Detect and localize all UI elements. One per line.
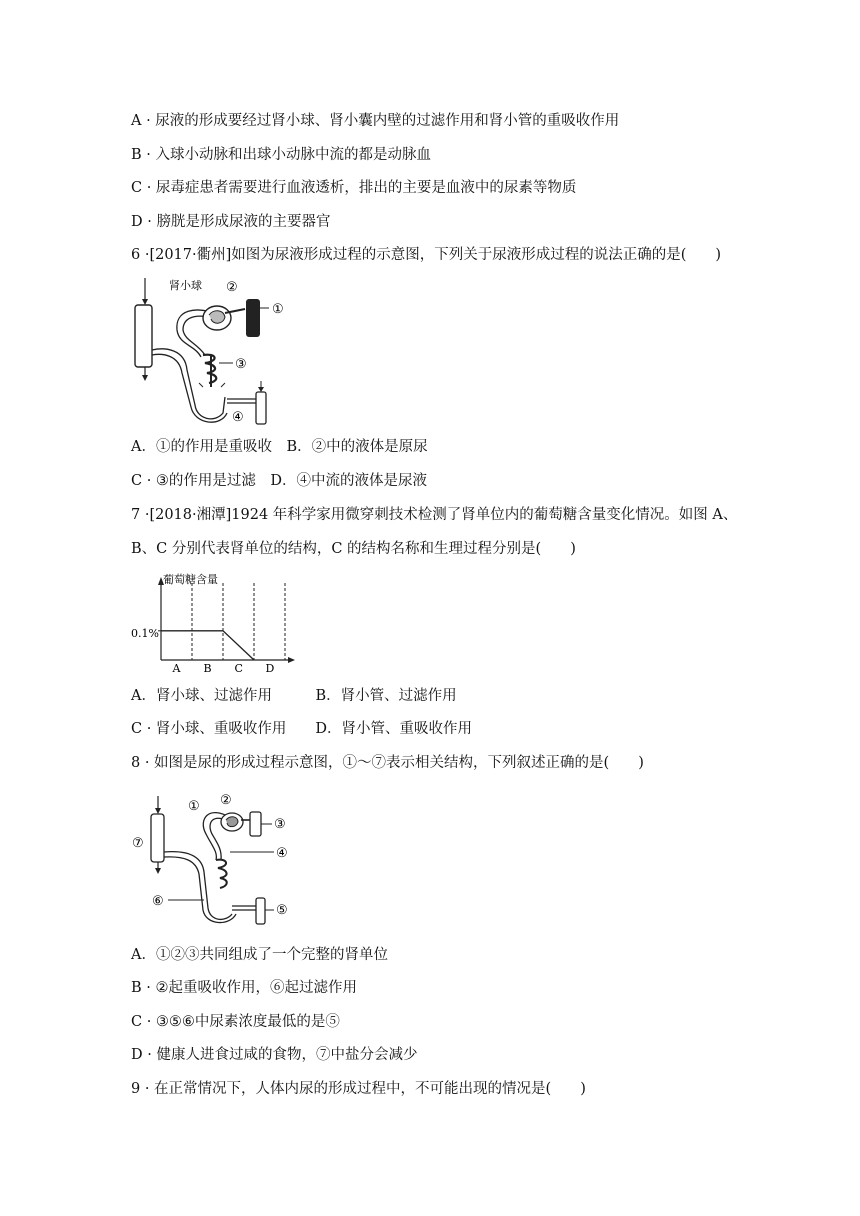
q5-option-d: D · 膀胱是形成尿液的主要器官 (131, 214, 331, 230)
q6-marker-4: ④ (232, 410, 244, 425)
q8-option-c: C · ③⑤⑥中尿素浓度最低的是⑤ (131, 1014, 340, 1030)
q8-option-a: A．①②③共同组成了一个完整的肾单位 (131, 947, 388, 963)
q8-marker-4: ④ (276, 846, 288, 861)
q6-marker-1: ① (272, 302, 284, 317)
q5-option-a: A · 尿液的形成要经过肾小球、肾小囊内壁的过滤作用和肾小管的重吸收作用 (131, 113, 620, 129)
q7-chart-series-line (161, 631, 254, 660)
q7-chart-xtick: A (172, 662, 181, 675)
q6-marker-3: ③ (235, 357, 247, 372)
q8-option-d: D · 健康人进食过咸的食物，⑦中盐分会减少 (131, 1047, 418, 1063)
q6-stem: 6 ·[2017·衢州]如图为尿液形成过程的示意图，下列关于尿液形成过程的说法正确的是( ) (131, 247, 722, 263)
q8-marker-6: ⑥ (152, 894, 164, 909)
q7-chart-xtick: D (265, 662, 275, 675)
q7-glucose-chart (128, 567, 300, 675)
q8-nephron-diagram (128, 790, 298, 930)
q6-nephron-diagram (125, 275, 295, 430)
q7-option-cd: C · 肾小球、重吸收作用 D．肾小管、重吸收作用 (131, 721, 473, 737)
q8-marker-5: ⑤ (276, 903, 288, 918)
q7-chart-xtick: B (203, 662, 212, 675)
q7-chart-ytick: 0.1% (131, 627, 159, 640)
q6-option-ab: A．①的作用是重吸收 B．②中的液体是原尿 (131, 439, 428, 455)
q6-marker-2: ② (226, 280, 238, 295)
q8-marker-3: ③ (274, 817, 286, 832)
q7-chart-xtick: C (234, 662, 243, 675)
q5-option-b: B · 入球小动脉和出球小动脉中流的都是动脉血 (131, 147, 431, 163)
q5-option-c: C · 尿毒症患者需要进行血液透析，排出的主要是血液中的尿素等物质 (131, 180, 577, 196)
q7-stem-line2: B、C 分别代表肾单位的结构，C 的结构名称和生理过程分别是( ) (131, 541, 576, 557)
q8-stem: 8 · 如图是尿的形成过程示意图，①～⑦表示相关结构，下列叙述正确的是( ) (131, 755, 644, 771)
q7-stem-line1: 7 ·[2018·湘潭]1924 年科学家用微穿刺技术检测了肾单位内的葡萄糖含量变化情况。如图 A、 (131, 507, 738, 523)
q8-marker-7: ⑦ (132, 836, 144, 851)
q6-label-glomerulus: 肾小球 (169, 279, 202, 292)
q8-marker-1: ① (188, 799, 200, 814)
q8-marker-2: ② (220, 793, 232, 808)
q8-option-b: B · ②起重吸收作用，⑥起过滤作用 (131, 980, 357, 996)
q9-stem: 9 · 在正常情况下，人体内尿的形成过程中，不可能出现的情况是( ) (131, 1081, 586, 1097)
q7-option-ab: A．肾小球、过滤作用 B．肾小管、过滤作用 (131, 688, 457, 704)
q6-option-cd: C · ③的作用是过滤 D．④中流的液体是尿液 (131, 473, 428, 489)
q7-chart-ylabel: 葡萄糖含量 (163, 573, 218, 586)
